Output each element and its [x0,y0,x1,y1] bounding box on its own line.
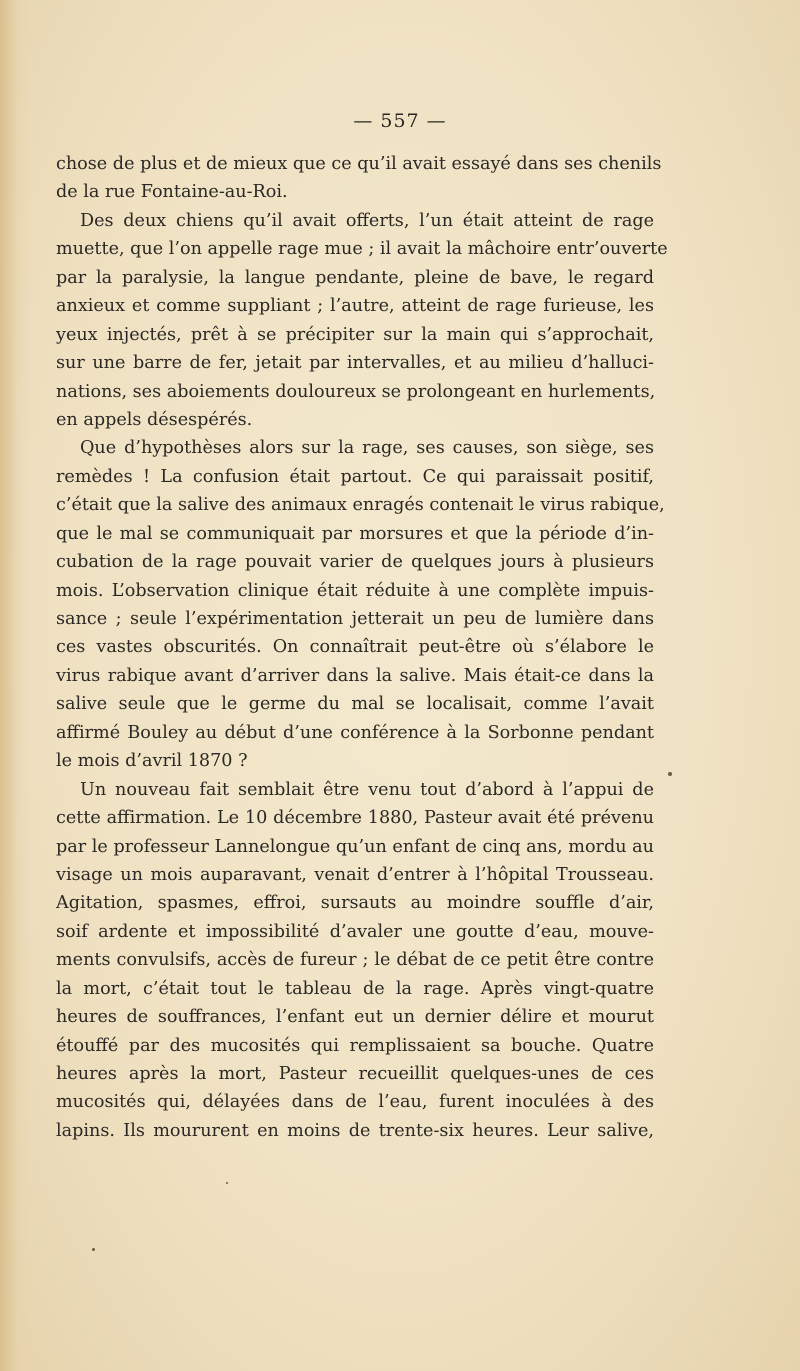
body-text [56,150,668,1145]
text-line: la mort, c’était tout le tableau de la rage. Après vingt-quatre [56,978,654,999]
text-line: sance ; seule l’expérimentation jetterait un peu de lumière dans [56,609,654,629]
paper-speck [226,1182,228,1184]
text-line: c’était que la salive des animaux enragés contenait le virus rabique, [56,495,665,516]
text-line: muette, que l’on appelle rage mue ; il avait la mâchoire entr’ouverte [56,239,668,260]
text-line: que le mal se communiquait par morsures et que la période d’in- [56,523,654,544]
page-number: — 557 — [353,110,447,132]
text-line: heures de souffrances, l’enfant eut un dernier délire et mourut [56,1007,654,1028]
text-line: lapins. Ils moururent en moins de trente-six heures. Leur salive, [56,1120,654,1141]
text-line: mois. L’observation clinique était réduite à une complète impuis- [56,580,654,601]
text-line: affirmé Bouley au début d’une conférence à la Sorbonne pendant [56,722,654,743]
text-line: anxieux et comme suppliant ; l’autre, atteint de rage furieuse, les [56,296,654,317]
page-gutter-shadow [0,0,30,1371]
text-line: mucosités qui, délayées dans de l’eau, furent inoculées à des [56,1092,654,1113]
text-line: soif ardente et impossibilité d’avaler une goutte d’eau, mouve- [56,921,654,942]
text-line: chose de plus et de mieux que ce qu’il avait essayé dans ses chenils [56,154,662,174]
text-line: par la paralysie, la langue pendante, pleine de bave, le regard [56,267,654,288]
text-line: Des deux chiens qu’il avait offerts, l’un était atteint de rage [80,210,654,231]
text-line: en appels désespérés. [56,409,253,430]
text-line: salive seule que le germe du mal se localisait, comme l’avait [56,694,654,715]
paper-speck [668,772,672,776]
text-line: virus rabique avant d’arriver dans la salive. Mais était-ce dans la [56,665,654,686]
text-line: de la rue Fontaine-au-Roi. [56,182,288,203]
text-line: cette affirmation. Le 10 décembre 1880, Pasteur avait été prévenu [56,808,654,829]
text-line: ces vastes obscurités. On connaîtrait peut-être où s’élabore le [56,637,654,658]
text-line: cubation de la rage pouvait varier de quelques jours à plusieurs [56,552,654,573]
text-line: étouffé par des mucosités qui remplissaient sa bouche. Quatre [56,1035,654,1056]
text-line: Que d’hypothèses alors sur la rage, ses causes, son siège, ses [80,438,654,459]
text-line: nations, ses aboiements douloureux se prolongeant en hurlements, [56,381,656,402]
text-line: visage un mois auparavant, venait d’entrer à l’hôpital Trousseau. [56,864,654,885]
text-line: sur une barre de fer, jetait par intervalles, et au milieu d’halluci- [56,353,654,374]
text-line: Un nouveau fait semblait être venu tout d’abord à l’appui de [80,779,654,800]
text-line: remèdes ! La confusion était partout. Ce qui paraissait positif, [56,466,654,487]
text-line: heures après la mort, Pasteur recueillit quelques-unes de ces [56,1064,654,1084]
text-line: yeux injectés, prêt à se précipiter sur la main qui s’approchait, [56,324,654,345]
text-line: par le professeur Lannelongue qu’un enfant de cinq ans, mordu au [56,836,654,857]
paper-speck [92,1248,95,1251]
text-line: le mois d’avril 1870 ? [56,751,248,772]
text-line: Agitation, spasmes, effroi, sursauts au moindre souffle d’air, [56,893,654,914]
text-line: ments convulsifs, accès de fureur ; le débat de ce petit être contre [56,950,654,971]
